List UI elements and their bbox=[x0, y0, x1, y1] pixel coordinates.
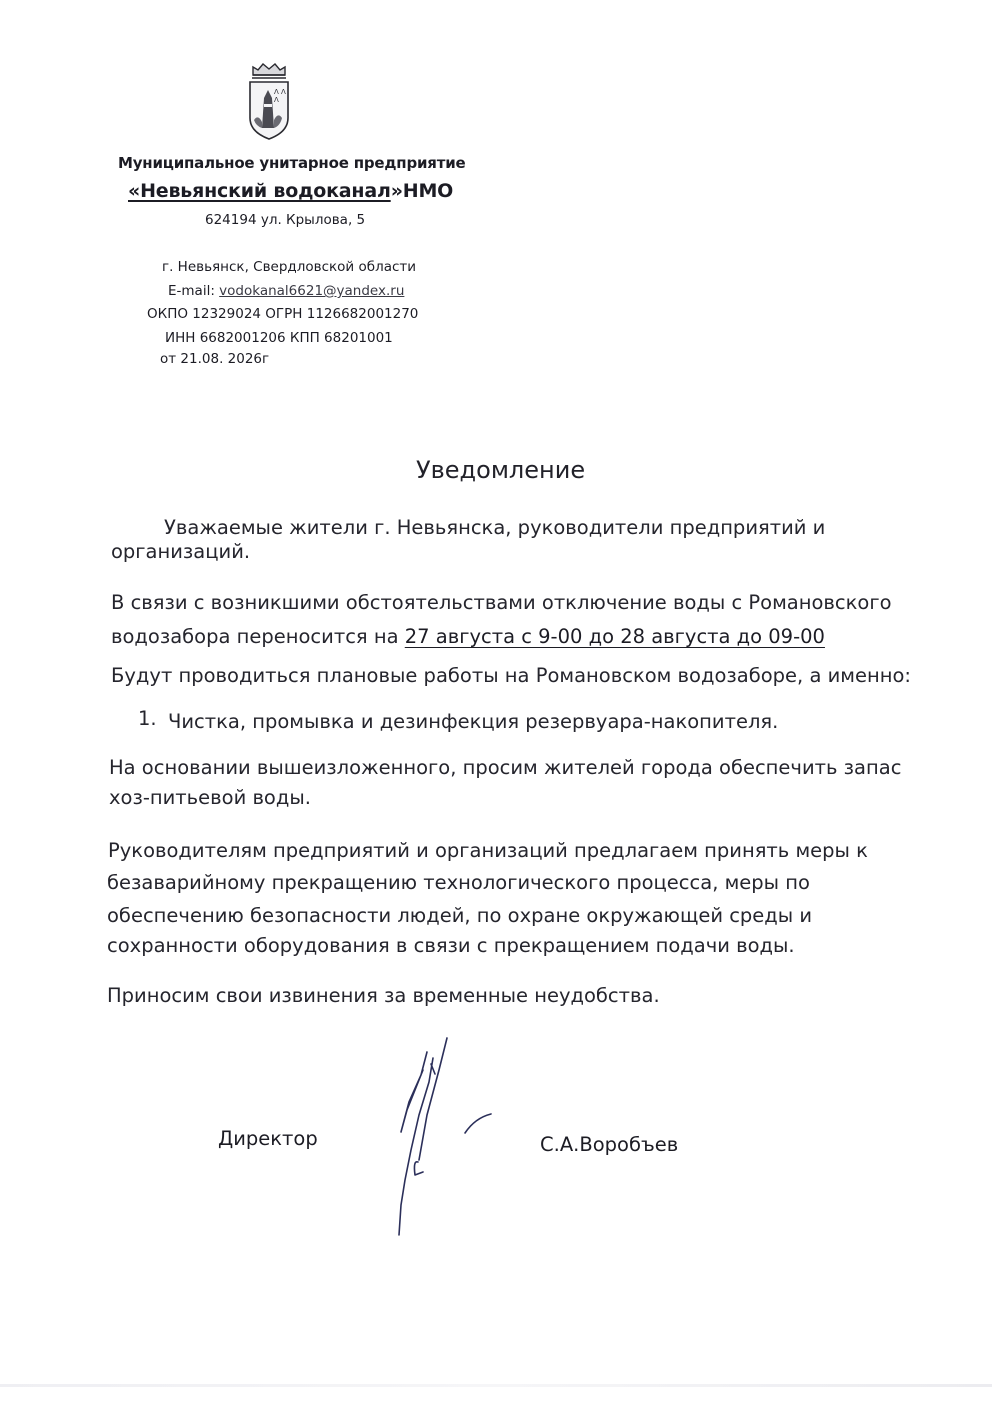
list-item: Чистка, промывка и дезинфекция резервуара-накопителя. bbox=[168, 710, 779, 733]
outage-dates: 27 августа с 9-00 до 28 августа до 09-00 bbox=[404, 625, 825, 648]
scan-edge-divider bbox=[0, 1384, 992, 1387]
paragraph-1-line-2 bbox=[111, 625, 825, 648]
paragraph-2-line-1: На основании вышеизложенного, просим жителей города обеспечить запас bbox=[109, 756, 902, 779]
signer-name: С.А.Воробъев bbox=[540, 1133, 679, 1156]
organization-name-suffix: »НМО bbox=[390, 180, 454, 202]
document-date: от 21.08. 2026г bbox=[160, 351, 270, 367]
paragraph-1-line-3: Будут проводиться плановые работы на Романовском водозаборе, а именно: bbox=[111, 664, 911, 687]
city: г. Невьянск, Свердловской области bbox=[162, 259, 417, 275]
address: 624194 ул. Крылова, 5 bbox=[205, 212, 366, 228]
email-link[interactable]: vodokanal6621@yandex.ru bbox=[219, 283, 405, 299]
paragraph-2-line-2: хоз-питьевой воды. bbox=[109, 786, 311, 809]
list-item-number: 1. bbox=[138, 707, 157, 730]
svg-text:Λ Λ: Λ Λ bbox=[274, 88, 286, 96]
inn-kpp: ИНН 6682001206 КПП 68201001 bbox=[165, 330, 393, 346]
postponed-text: водозабора переносится на bbox=[111, 625, 405, 648]
paragraph-3-line-2: безаварийному прекращению технологического процесса, меры по bbox=[107, 871, 810, 894]
notice-title: Уведомление bbox=[416, 456, 586, 484]
paragraph-3-line-3: обеспечению безопасности людей, по охране окружающей среды и bbox=[107, 904, 813, 927]
greeting-line-2: организаций. bbox=[111, 540, 251, 563]
organization-name-underlined: «Невьянский водоканал bbox=[128, 180, 391, 202]
paragraph-3-line-4: сохранности оборудования в связи с прекращением подачи воды. bbox=[107, 934, 795, 957]
svg-text:Λ: Λ bbox=[274, 96, 279, 104]
signer-position: Директор bbox=[218, 1127, 318, 1150]
organization-name bbox=[128, 180, 453, 202]
coat-of-arms-emblem bbox=[244, 60, 294, 142]
email-label: E-mail: bbox=[168, 283, 220, 299]
organization-type: Муниципальное унитарное предприятие bbox=[118, 154, 466, 172]
greeting-line-1: Уважаемые жители г. Невьянска, руководители предприятий и bbox=[164, 516, 826, 539]
paragraph-1-line-1: В связи с возникшими обстоятельствами отключение воды с Романовского bbox=[111, 591, 892, 614]
email-line bbox=[168, 283, 404, 299]
apology-paragraph: Приносим свои извинения за временные неудобства. bbox=[107, 984, 660, 1007]
handwritten-signature bbox=[385, 1030, 505, 1245]
paragraph-3-line-1: Руководителям предприятий и организаций предлагаем принять меры к bbox=[108, 839, 868, 862]
okpo-ogrn: ОКПО 12329024 ОГРН 1126682001270 bbox=[147, 306, 419, 322]
